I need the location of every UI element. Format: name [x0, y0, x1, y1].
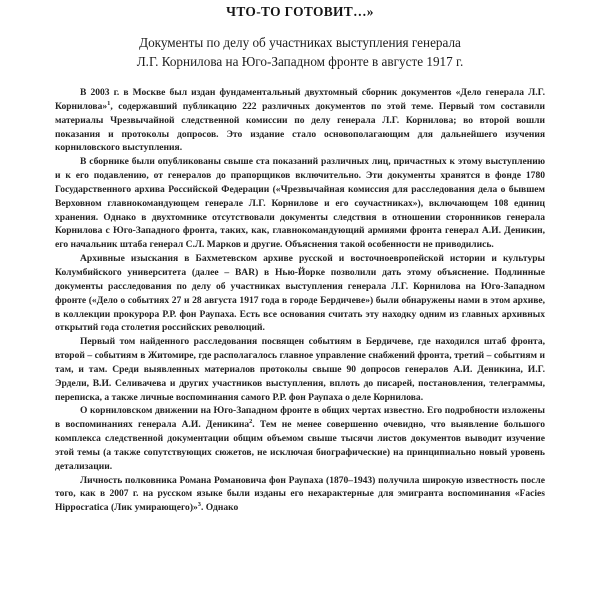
- page-subtitle-line-1: Документы по делу об участниках выступления генерала: [139, 35, 461, 50]
- paragraph: [55, 474, 545, 516]
- paragraph-text: Первый том найденного расследования посвящен событиям в Бердичеве, где находился штаб фронта, второй – событиям в Житомире, где располагалось главное управление снабжений фронта, третий – событиям и там, и там. Среди выявленных материалов протоколы свыше 90 допросов генералов А.И. Деникина, И.Г. Эрдели, В.И. Селивачева и других участников выступления, вплоть до писарей, постановления, телеграммы, переписка, а также личные воспоминания самого Р.Р. фон Раупаха о деле Корнилова.: [55, 336, 545, 403]
- paragraph: [55, 71, 545, 155]
- paragraph-text: Личность полковника Романа Романовича фон Раупаха (1870–1943) получила широкую известность после того, как в 2007 г. на русском языке были изданы его нехарактерные для эмигранта воспоминания «Facies Hippocratica (Лик умирающего)»: [55, 474, 545, 514]
- paragraph: [55, 335, 545, 404]
- page-title: ЧТО-ТО ГОТОВИТ…»: [226, 4, 374, 19]
- paragraph-text: Архивные изыскания в Бахметевском архиве русской и восточноевропейской истории и культуры Колумбийского университета (далее – BAR) в Нью-Йорке позволили дать этому объяснение. Подлинные документы расследования по делу об участниках выступления генерала Л.Г. Корнилова на Юго-Западном фронте («Дело о событиях 27 и 28 августа 1917 года в городе Бердичеве») были обнаружены нами в этом архиве, в коллекции прокурора Р.Р. фон Раупаха. Есть все основания считать эту находку одним из главных архивных открытий года столетия российских революций.: [55, 253, 545, 334]
- paragraph: [55, 155, 545, 252]
- paragraph-text-tail: . Тем не менее совершенно очевидно, что выявление большого комплекса следственной документации общим объемом свыше тысячи листов документов выводит изучение этой темы (а также сопутствующих сюжетов, не исключая биографические) на принципиально новый уровень детализации.: [55, 419, 545, 472]
- page-content-column: [55, 0, 545, 515]
- page-subtitle-line-2: Л.Г. Корнилова на Юго-Западном фронте в августе 1917 г.: [136, 54, 464, 69]
- body-text: [55, 71, 545, 515]
- paragraph-text: В 2003 г. в Москве был издан фундаментальный двухтомный сборник документов «Дело генерала Л.Г. Корнилова»: [55, 87, 545, 112]
- paragraph-text-tail: , содержавший публикацию 222 различных документов по этой теме. Первый том составили материалы Чрезвычайной следственной комиссии по делу генерала Л.Г. Корнилова; во второй вошли показания и протоколы допросов. Это издание стало основополагающим для дальнейшего изучения корниловского выступления.: [55, 100, 545, 154]
- paragraph-text-tail: . Однако: [200, 502, 239, 514]
- paragraph: [55, 404, 545, 473]
- footnote-marker[interactable]: 3: [197, 501, 201, 509]
- paragraph-text: В сборнике были опубликованы свыше ста показаний различных лиц, причастных к этому выступлению и к его подавлению, от генералов до прапорщиков включительно. Эти документы хранятся в фонде 1780 Государственного архива Российской Федерации («Чрезвычайная комиссия для расследования дела о бывшем Верховном главнокомандующем генерале Л.Г. Корнилове и его соучастниках»), включающем 108 единиц хранения. Однако в двухтомнике отсутствовали документы следствия в отношении сторонников генерала Корнилова с Юго-Западного фронта, таких, как, главнокомандующий армиями фронта генерал А.И. Деникин, его начальник штаба генерал С.Л. Марков и другие. Объяснения такой особенности не приводились.: [55, 156, 545, 251]
- footnote-marker[interactable]: 1: [107, 99, 111, 107]
- footnote-marker[interactable]: 2: [249, 418, 253, 426]
- paragraph: [55, 252, 545, 335]
- page-subtitle: [55, 20, 545, 71]
- paragraph-text: О корниловском движении на Юго-Западном фронте в общих чертах известно. Его подробности изложены в воспоминаниях генерала А.И. Деникина: [55, 405, 545, 431]
